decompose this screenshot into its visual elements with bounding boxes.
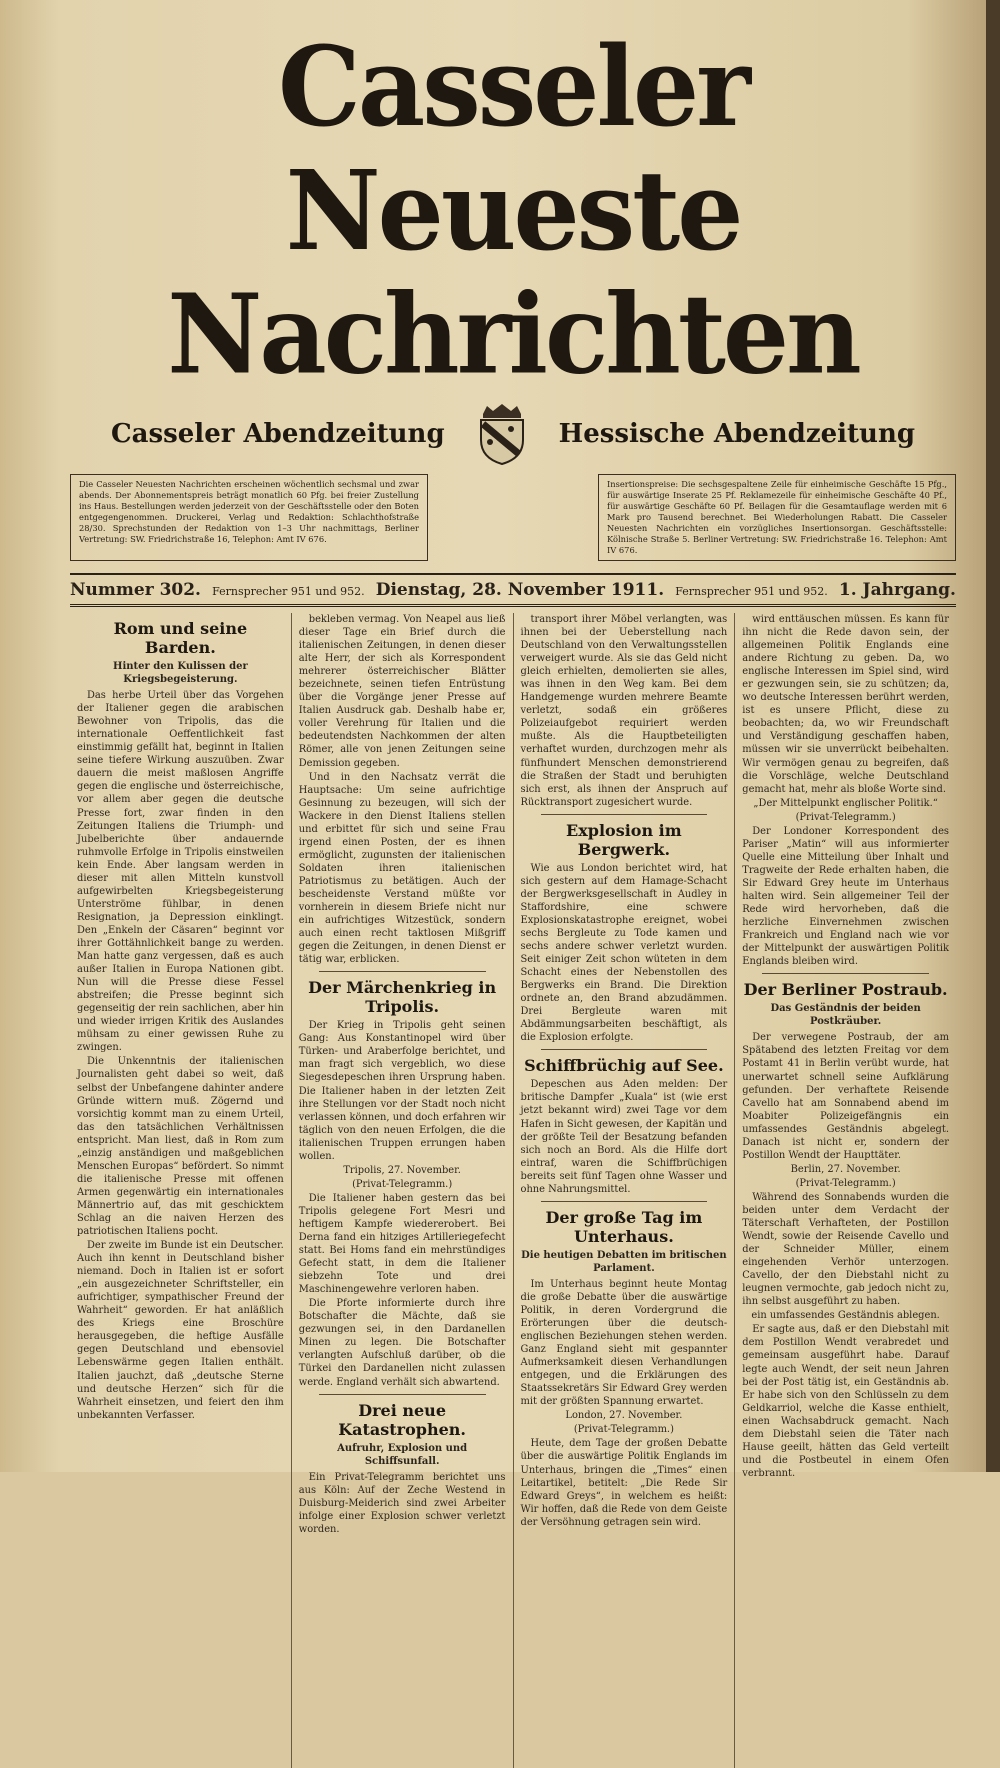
article-subhead-postraub: Das Geständnis der beiden Postkräuber. [770, 1003, 921, 1028]
article-paragraph: Heute, dem Tage der großen Debatte über die auswärtige Politik Englands im Unterhaus, bringen die „Times“ einen Leitartikel, betitelt: „Die Rede Sir Edward Greys“, in welchem es heißt: Wir hoffen, daß die Rede von dem Geiste der Versöhnung getragen sein wird. [520, 1438, 728, 1528]
issue-date: Dienstag, 28. November 1911. [375, 580, 665, 600]
article-paragraph: Im Unterhaus beginnt heute Montag die große Debatte über die auswärtige Politik, in deren Vordergrund die Erörterungen über die deutsch-englischen Beziehungen stehen werden. Ganz England sieht mit gespannter Aufmerksamkeit diesen Verhandlungen entgegen, und die Erklärungen des Staatssekretärs Sir Edward Grey werden mit der größten Spannung erwartet. [520, 1278, 728, 1408]
article-paragraph: Die Unkenntnis der italienischen Journalisten geht dabei so weit, daß selbst der Unbefangene dahinter andere Gründe wittern muß. Zögernd und vorsichtig kommt man zu einem Urteil, das den tatsächlichen Verhältnissen entspricht. Man liest, daß in Rom zum „einzig anständigen und maßgeblichen Menschen Europas“ befördert. So nimmt die italienische Presse mit offenen Armen gegenwärtig ein internationales Männertrio auf, das mit geschicktem Schlag an die naiven Herzen des patriotischen Italiens pocht. [77, 1056, 284, 1238]
volume-year: 1. Jahrgang. [838, 580, 956, 600]
article-paragraph: Ein Privat-Telegramm berichtet uns aus Köln: Auf der Zeche Westend in Duisburg-Meiderich sind zwei Arbeiter infolge einer Explosion schwer verletzt worden. [298, 1471, 506, 1535]
telegram-label: (Privat-Telegramm.) [795, 1177, 896, 1189]
subtitle-right: Hessische Abendzeitung [558, 419, 916, 449]
issue-number: Nummer 302. [70, 580, 201, 600]
article-headline-maerchenkrieg: Der Märchenkrieg in Tripolis. [308, 978, 497, 1017]
telegram-dateline: Tripolis, 27. November. [343, 1164, 461, 1176]
column-3 [514, 613, 736, 1768]
divider [541, 814, 708, 815]
article-paragraph: Der Krieg in Tripolis geht seinen Gang: Aus Konstantinopel wird über Türken- und Araberfolge berichtet, und man fragt sich vergeblich, wo diese Siegesdepeschen ihren Ursprung haben. Die Italiener haben in der letzten Zeit ihre Stellungen vor der Stadt noch nicht verlassen können, und doch erfahren wir täglich von den neuen Erfolgen, die die italienischen Truppen errungen haben wollen. [298, 1020, 506, 1162]
info-row [70, 474, 956, 561]
article-paragraph: Der Londoner Korrespondent des Pariser „Matin“ will aus informierter Quelle eine Mitteilung über Inhalt und Tragweite der Rede erhalten haben, die Sir Edward Grey heute im Unterhaus halten wird. Sein allgemeiner Teil der Rede wird hervorheben, daß die herzliche Einvernehmen zwischen Frankreich und England nach wie vor der Mittelpunkt der auswärtigen Politik Englands bleiben wird. [742, 825, 949, 968]
coat-of-arms-icon [473, 402, 531, 466]
article-headline-rom: Rom und seine Barden. [113, 619, 248, 657]
column-1 [70, 613, 292, 1768]
divider [541, 1201, 708, 1202]
divider [541, 1049, 708, 1050]
column-2 [292, 613, 514, 1768]
subtitle-row [70, 402, 956, 466]
article-paragraph: Die Pforte informierte durch ihre Botschafter die Mächte, daß sie gezwungen sei, in den Dardanellen Minen zu legen. Die Botschafter verlangten Aufschluß darüber, ob die Türkei den Dardanellen nicht zulassen werde. England verhält sich abwartend. [298, 1298, 506, 1388]
article-headline-schiffbruch: Schiffbrüchig auf See. [524, 1056, 724, 1076]
telegram-dateline: London, 27. November. [565, 1410, 683, 1422]
article-paragraph: wird enttäuschen müssen. Es kann für ihn nicht die Rede davon sein, der allgemeinen Politik Englands eine andere Richtung zu geben. Da, wo englische Interessen im Spiel sind, wird er gezwungen sein, sie zu schützen; da, wo deutsche Interessen berührt werden, ist es unsere Pflicht, diese zu beobachten; da, wo wir Freundschaft und Verständigung geschaffen haben, müssen wir sie unverrückt beibehalten. Wir vermögen genau zu begreifen, daß die Vorschläge, welche Deutschland gemacht hat, mehr als bloße Worte sind. [742, 614, 949, 795]
article-paragraph: transport ihrer Möbel verlangten, was ihnen bei der Ueberstellung nach Deutschland von den Verwaltungsstellen verweigert wurde. Als sie das Geld nicht gleich erhielten, demolierten sie alles, was ihnen in den Weg kam. Bei dem Handgemenge wurden mehrere Beamte verletzt, sodaß ein größeres Polizeiaufgebot requiriert werden mußte. Als die Hauptbeteiligten verhaftet wurden, durchzogen mehr als fünfhundert Menschen demonstrierend die Straßen der Stadt und beruhigten sich erst, als ihnen der Anspruch auf Rücktransport zugesichert wurde. [520, 614, 728, 808]
telegram-label: (Privat-Telegramm.) [352, 1178, 453, 1190]
article-headline-explosion: Explosion im Bergwerk. [566, 820, 682, 859]
masthead [70, 22, 956, 561]
article-paragraph: Die Italiener haben gestern das bei Tripolis gelegene Fort Mesri und heftigem Kampfe wiedererobert. Bei Derna fand ein hitziges Artilleriegefecht statt. Bei Homs fand ein mehrstündiges Gefecht statt, in dem die Italiener siebzehn Tote und drei Maschinengewehre verloren haben. [298, 1192, 506, 1296]
column-4 [735, 613, 956, 1768]
divider [319, 1394, 486, 1395]
dateline [70, 573, 956, 607]
article-headline-postraub: Der Berliner Postraub. [743, 980, 948, 1000]
advertising-info-box: Insertionspreise: Die sechsgespaltene Zeile für einheimische Geschäfte 15 Pfg., für auswärtige Inserate 25 Pf. Reklamezeile für einheimische Geschäfte 40 Pf., für auswärtige Geschäfte 60 Pf. Beilagen für die Gesamtauflage werden mit 6 Mark pro Tausend berechnet. Bei Wiederholungen Rabatt. Die Casseler Neuesten Nachrichten ein vorzügliches Insertionsorgan. Geschäftsstelle: Kölnische Straße 5. Berliner Vertretung: SW. Friedrichstraße 16. Telephon: Amt IV 676. [598, 474, 956, 561]
article-headline-unterhaus: Der große Tag im Unterhaus. [545, 1207, 703, 1246]
article-paragraph: Der zweite im Bunde ist ein Deutscher. Auch ihn kennt in Deutschland bisher niemand. Doch in Italien ist er sofort „ein ausgezeichneter Schriftsteller, ein aufrichtiger, sympathischer Freund der Wahrheit“ geworden. Er hat anläßlich des Kriegs eine Broschüre herausgegeben, die heftige Ausfälle gegen Deutschland und ebensoviel Lebenswärme gegen Italien enthält. Italien jauchzt, daß „deutsche Sterne und deutsche Herzen“ sich für die Wahrheit einsetzen, und feiert den ihm unbekannten Verfasser. [77, 1240, 284, 1421]
article-paragraph: Und in den Nachsatz verrät die Hauptsache: Um seine aufrichtige Gesinnung zu bezeugen, will sich der Wackere in den Dienst Italiens stellen und erbittet für sich und seine Frau irgend einen Posten, der es ihnen ermöglicht, zugunsten der italienischen Soldaten ihren italienischen Patriotismus zu betätigen. Auch der bescheidenste Verstand müßte vor vornherein in diesem Briefe nicht nur ein aufrichtiges Witzestück, sondern auch einen recht taktlosen Mißgriff gegen die Zeitungen, in denen Dienst er tätig war, erblicken. [298, 771, 506, 966]
article-paragraph: Depeschen aus Aden melden: Der britische Dampfer „Kuala“ ist (wie erst jetzt bekannt wird) zwei Tage vor dem Hafen in Sicht gewesen, der Kapitän und der größte Teil der Besatzung befanden sich noch an Bord. Als die Hilfe dort eintraf, waren die Schiffbrüchigen bereits seit fünf Tagen ohne Wasser und ohne Nahrungsmittel. [520, 1079, 728, 1195]
article-subhead-unterhaus: Die heutigen Debatten im britischen Parlament. [521, 1249, 727, 1274]
article-subhead-rom: Hinter den Kulissen der Kriegsbegeisterung. [113, 661, 248, 686]
article-paragraph: Das herbe Urteil über das Vorgehen der Italiener gegen die arabischen Bewohner von Tripolis, das die internationale Oeffentlichkeit fast einstimmig gefällt hat, beginnt in Italien seine tiefere Wirkung auszuüben. Zwar dauern die meist maßlosen Angriffe gegen die englische und österreichische, vor allem aber gegen die deutsche Presse fort, zwar finden in den Zeitungen Italiens die Triumph- und Jubelberichte über andauernde ruhmvolle Erfolge in Tripolis einstweilen kein Ende. Aber langsam werden in dieser mit allen Mitteln kunstvoll aufgewirbelten Kriegsbegeisterung Unterströme fühlbar, in denen Resignation, ja Depression einklingt. Den „Enkeln der Cäsaren“ beginnt vor ihrer Gottähnlichkeit bange zu werden. Man hatte ganz vergessen, daß es auch außer Italien in Europa Nationen gibt. Nun will die Presse diese Fessel abstreifen; die Presse beginnt sich gegenseitig der rein sachlichen, aber hin und wieder irrigen Kritik des Auslandes mühsam zu einer gewissen Ruhe zu zwingen. [77, 690, 284, 1054]
article-paragraph: bekleben vermag. Von Neapel aus ließ dieser Tage ein Brief durch die italienischen Zeitungen, in denen dieser alte Herr, der sich als Korrespondent mehrerer österreichischer Blätter bezeichnete, seinen tiefen Entrüstung über die Vorgänge jener Presse auf Italien Ausdruck gab. Deshalb habe er, voller Verehrung für Italien und die bedeutendsten Nachkommen der alten Römer, alle von jenen Zeitungen seine Demission gegeben. [298, 614, 506, 769]
article-paragraph: ein umfassendes Geständnis ablegen. [751, 1310, 940, 1322]
divider [319, 971, 486, 972]
article-columns [70, 613, 956, 1768]
article-paragraph: Während des Sonnabends wurden die beiden unter dem Verdacht der Täterschaft Verhafteten, der Postillon Wendt, sowie der Reisende Cavello und der Schneider Müller, einem eingehenden Verhör unterzogen. Cavello, der den Diebstahl nicht zu leugnen vermochte, gab jedoch nicht zu, ihn selbst ausgeführt zu haben. [742, 1191, 949, 1308]
article-headline-katastrophen: Drei neue Katastrophen. [338, 1400, 466, 1439]
article-paragraph: Er sagte aus, daß er den Diebstahl mit dem Postillon Wendt verabredet und gemeinsam ausgeführt habe. Darauf legte auch Wendt, der seit neun Jahren bei der Post tätig ist, ein Geständnis ab. Er habe sich von den Schlüsseln zu dem Geldkarriol, welche die Kasse enthielt, einen Wachsabdruck gemacht. Nach dem Diebstahl seien die Täter nach Hause geeilt, hätten das Geld verteilt und die Postbeutel in einem Ofen verbrannt. [742, 1324, 949, 1479]
article-subhead-katastrophen: Aufruhr, Explosion und Schiffsunfall. [337, 1442, 468, 1467]
subscription-info-box: Die Casseler Neuesten Nachrichten erscheinen wöchentlich sechsmal und zwar abends. Der Abonnementspreis beträgt monatlich 60 Pfg. bei freier Zustellung ins Haus. Bestellungen werden jederzeit von der Geschäftsstelle oder den Boten entgegengenommen. Druckerei, Verlag und Redaktion: Schlachthofstraße 28/30. Sprechstunden der Redaktion von 1–3 Uhr nachmittags, Berliner Vertretung: SW. Friedrichstraße 16, Telephon: Amt IV 676. [70, 474, 428, 561]
phone-right: Fernsprecher 951 und 952. [675, 585, 828, 598]
telegram-dateline: Berlin, 27. November. [790, 1163, 901, 1175]
subtitle-left: Casseler Abendzeitung [110, 419, 445, 449]
telegram-label: (Privat-Telegramm.) [573, 1424, 674, 1436]
phone-left: Fernsprecher 951 und 952. [212, 585, 365, 598]
article-paragraph: Der verwegene Postraub, der am Spätabend des letzten Freitag vor dem Postamt 41 in Berlin verübt wurde, hat unerwartet schnell seine Aufklärung gefunden. Der verhaftete Reisende Cavello hat am Sonnabend abend im Moabiter Polizeigefängnis ein umfassendes Geständnis abgelegt. Danach ist nicht er, sondern der Postillon Wendt der Haupttäter. [742, 1032, 949, 1161]
article-paragraph: Wie aus London berichtet wird, hat sich gestern auf dem Hamage-Schacht der Bergwerksgesellschaft in Audley in Staffordshire, eine schwere Explosionskatastrophe ereignet, wobei sechs Bergleute zu Tode kamen und sechs andere schwer verletzt wurden. Seit einiger Zeit schon wüteten in dem Schacht eines der Nebenstollen des Bergwerks ein Brand. Die Direktion ordnete an, den Brand abzudämmen. Drei Bergleute waren mit Abdämmungsarbeiten beschäftigt, als die Explosion erfolgte. [520, 862, 728, 1044]
newspaper-title: Casseler Neueste Nachrichten [167, 22, 859, 399]
telegram-label: (Privat-Telegramm.) [795, 811, 896, 823]
section-title: „Der Mittelpunkt englischer Politik.“ [753, 797, 938, 809]
divider [762, 973, 929, 974]
